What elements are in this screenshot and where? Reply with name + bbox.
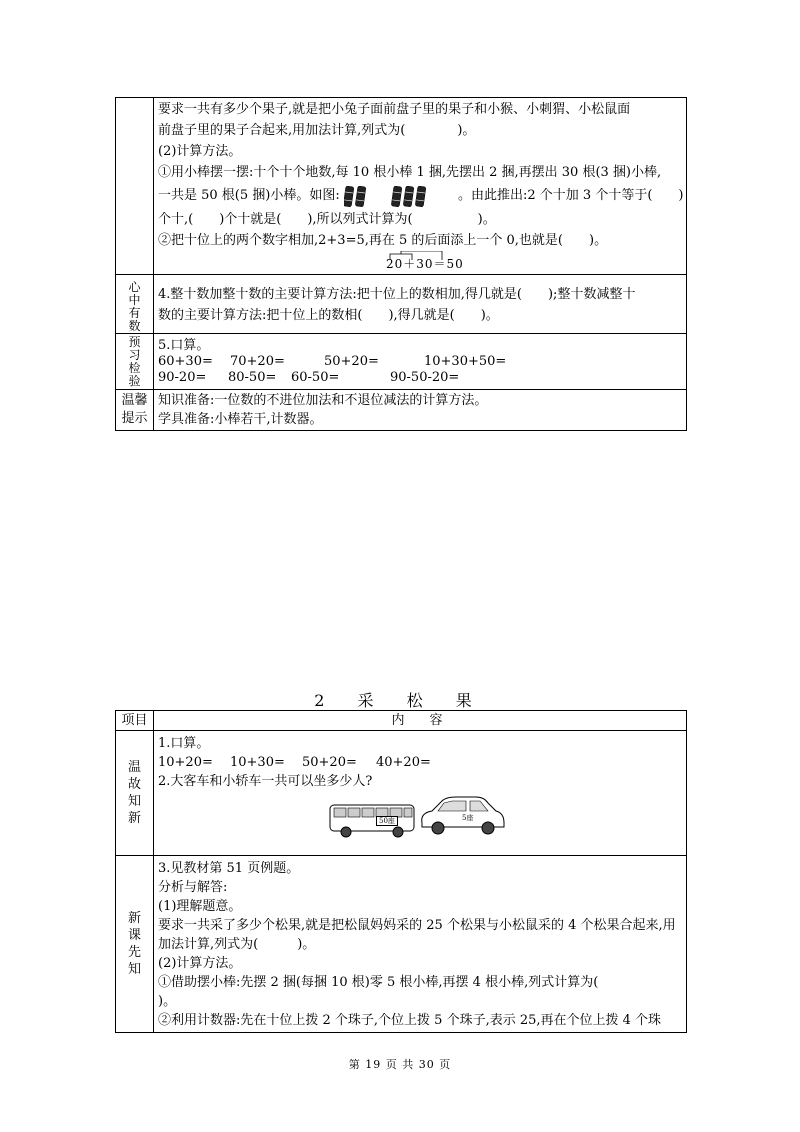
calc-row	[158, 753, 686, 772]
bus-icon	[328, 799, 418, 839]
lesson-table	[115, 710, 687, 1033]
calc-item: 50+20=	[324, 354, 379, 369]
text-line: (1)理解题意。	[158, 899, 242, 914]
label-text: 温馨提示	[121, 393, 148, 426]
calc-item: 90-20=	[158, 370, 207, 385]
new-lesson-cell	[154, 856, 687, 1033]
calc-item: 60+30=	[158, 354, 213, 369]
header-item: 项目	[116, 711, 154, 731]
row-label	[116, 275, 154, 334]
label-text: 温故知新	[127, 760, 141, 826]
label-text: 预习检验	[128, 335, 141, 388]
text-line: 知识准备:一位数的不进位加法和不退位减法的计算方法。	[158, 393, 488, 408]
section-title: 2 采 松 果	[314, 691, 486, 710]
summary-cell	[154, 275, 687, 334]
preview-table-continued	[115, 97, 687, 431]
text-line: ②利用计数器:先在十位上拨 2 个珠子,个位上拨 5 个珠子,表示 25,再在个位上拨 4 个珠	[158, 1013, 662, 1028]
calc-item: 80-50=	[228, 370, 277, 385]
calc-item: 10+30+50=	[424, 354, 507, 369]
calc-item: 90-50-20=	[390, 370, 460, 385]
calc-row	[158, 354, 686, 370]
text-line: ①借助摆小棒:先摆 2 捆(每捆 10 根)零 5 根小棒,再摆 4 根小棒,列式计算为(	[158, 975, 599, 990]
text-line: 前盘子里的果子合起来,用加法计算,列式为( )。	[158, 123, 476, 138]
diagram-equation: 20＋30＝50	[386, 257, 464, 271]
calc-item: 10+20=	[158, 755, 213, 770]
label-text: 心中有数	[128, 280, 141, 333]
stick-bundles-illustration	[344, 184, 454, 208]
header-content: 内 容	[154, 711, 687, 731]
label-text: 新课先知	[127, 911, 141, 977]
text-line: 4.整十数加整十数的主要计算方法:把十位上的数相加,得几就是( );整十数减整十	[158, 287, 636, 302]
text-fragment: 一共是 50 根(5 捆)小棒。如图:	[158, 188, 340, 203]
text-fragment: 。由此推出:2 个十加 3 个十等于( )	[458, 188, 684, 203]
text-line: 数的主要计算方法:把十位上的数相( ),得几就是( )。	[158, 308, 499, 323]
method-cell	[154, 98, 687, 275]
practice-cell	[154, 334, 687, 390]
car-seat-label: 5座	[462, 814, 474, 822]
text-line: 分析与解答:	[158, 880, 228, 895]
text-paragraph: 要求一共采了多少个松果,就是把松鼠妈妈采的 25 个松果与小松鼠采的 4 个松果合起来,用加法计算,列式为( )。	[158, 918, 676, 952]
text-line: (2)计算方法。	[158, 956, 242, 971]
row-label	[116, 390, 154, 431]
row-label-empty	[116, 98, 154, 275]
calc-item: 70+20=	[230, 354, 285, 369]
bus-seat-label: 50座	[376, 816, 398, 826]
sticks-line	[158, 183, 686, 209]
text-line: 1.口算。	[158, 736, 210, 751]
row-label	[116, 856, 154, 1033]
text-line: 要求一共有多少个果子,就是把小兔子面前盘子里的果子和小猴、小刺猬、小松鼠面	[158, 102, 631, 117]
text-line: 学具准备:小棒若干,计数器。	[158, 412, 323, 427]
text-line: ②把十位上的两个数字相加,2+3=5,再在 5 的后面添上一个 0,也就是( )。	[158, 233, 608, 248]
page-footer: 第 19 页 共 30 页	[348, 1058, 452, 1071]
text-line: 5.口算。	[158, 338, 210, 353]
tips-cell	[154, 390, 687, 431]
vehicles-illustration	[158, 791, 686, 847]
row-label	[116, 731, 154, 856]
review-cell	[154, 731, 687, 856]
text-line: ①用小棒摆一摆:十个十个地数,每 10 根小棒 1 捆,先摆出 2 捆,再摆出 30 根(3 捆)小棒,	[158, 165, 662, 180]
text-line: (2)计算方法。	[158, 144, 242, 159]
calc-item: 60-50=	[291, 370, 340, 385]
calc-row	[158, 370, 686, 386]
row-label	[116, 334, 154, 390]
calc-item: 10+30=	[230, 755, 285, 770]
text-line: 2.大客车和小轿车一共可以坐多少人?	[158, 774, 373, 789]
text-line: )。	[158, 994, 177, 1009]
addition-diagram	[386, 251, 686, 273]
calc-item: 40+20=	[376, 755, 431, 770]
text-line: 3.见教材第 51 页例题。	[158, 861, 300, 876]
text-line: 个十,( )个十就是( ),所以列式计算为( )。	[158, 212, 496, 227]
calc-item: 50+20=	[302, 755, 357, 770]
